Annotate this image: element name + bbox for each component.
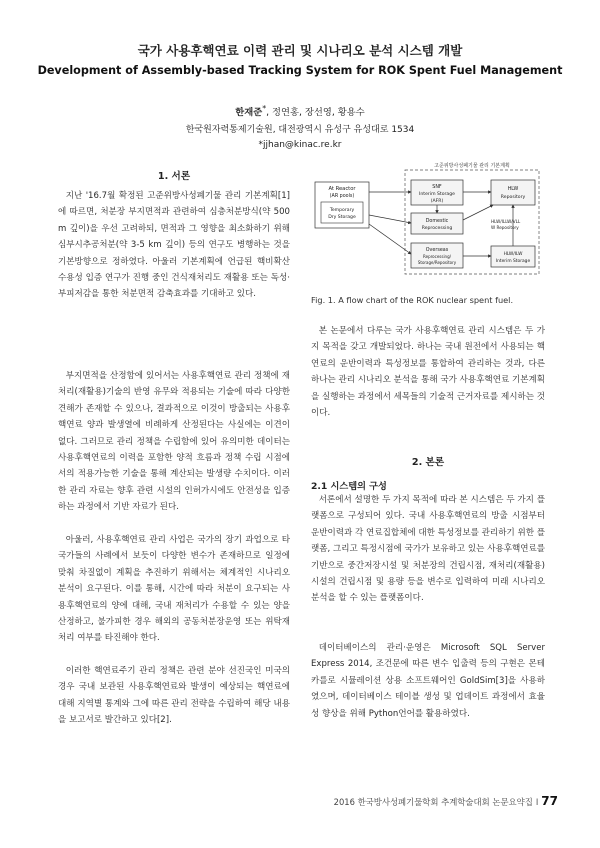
hlw-interim-label-2: Interim Storage [495,259,531,264]
reprocessing-label: Reprocessing [421,226,453,231]
main-paragraph-2: 데이터베이스의 관리·운영은 Microsoft SQL Server Express 2014, 조건문에 따른 변수 입출력 등의 구현은 몬테카를로 시뮬레이션 상용 소프트웨어인 GoldSim[3]을 사용하였으며, 데이터베이스 테이블 생성 및 업데이트 과정에서 효율성 향상을 위해 Python언어를 활용하였다. [311,643,545,719]
hlw-repository-box [491,180,535,205]
right-intro-paragraph: 본 논문에서 다루는 국가 사용후핵연료 관리 시스템은 두 가지 목적을 갖고 개발되었다. 하나는 국내 원전에서 사용되는 핵연료의 운반이력과 특성정보를 통합하여 관리하는 것과, 다른 하나는 관리 시나리오 분석을 통해 국가 사용후핵연료 기본계획을 실행하는 과정에서 세목들의 기술적 근거자료를 제시하는 것이다. [311,326,545,419]
paper-title-korean: 국가 사용후핵연료 이력 관리 및 시나리오 분석 시스템 개발 [137,43,463,58]
domestic-label: Domestic [425,219,449,224]
co-authors: , 정연홍, 장선영, 황용수 [266,107,365,119]
hlw-interim-label-1: HLW/ILW [503,252,523,257]
plan-label: 고준위방사성폐기물 관리 기본계획 [434,163,510,169]
corresponding-mark: * [262,104,267,113]
author-email: *jjhan@kinac.re.kr [258,140,342,150]
overseas-sub-label-1: Reprocessing/ [423,254,451,259]
interim-storage-label: Interim Storage [419,192,455,197]
flowchart-figure [311,160,543,280]
affiliation: 한국원자력통제기술원, 대전광역시 유성구 유성대로 1534 [185,125,415,135]
proceedings-title: 2016 한국방사성폐기물학회 추계학술대회 논문요약집 [333,797,533,807]
page-footer [334,794,558,808]
intro-paragraph-4: 이러한 핵연료주기 관리 정책은 관련 분야 선진국인 미국의 경우 국내 보관된 사용후핵연료와 발생이 예상되는 핵연료에 대해 지역별 통계와 그에 따른 관리 전략을 수립하여 해당 내용을 보고서로 발간하고 있다[2]. [58,666,290,726]
section-heading-main: 2. 본론 [411,457,445,468]
subsection-heading: 2.1 시스템의 구성 [311,481,387,492]
hlw-side-label-2: W Repository [491,225,519,230]
page-number: 77 [541,794,558,808]
figure-caption: Fig. 1. A flow chart of the ROK nuclear spent fuel. [311,295,514,305]
overseas-sub-label-2: Storage/Repository [417,260,457,265]
arrow-domestic-to-hlw [463,205,493,220]
overseas-label: Overseas [425,248,449,253]
repository-label: Repository [500,195,526,200]
at-reactor-label: At Reactor [328,186,356,192]
dry-storage-label: Dry Storage [328,215,356,220]
snf-label: SNF [432,185,442,190]
hlw-label: HLW [507,187,519,192]
ar-pools-label: (AR pools) [329,194,355,199]
intro-paragraph-3: 아울러, 사용후핵연료 관리 사업은 국가의 장기 과업으로 타 국가들의 사례에서 보듯이 다양한 변수가 존재하므로 일정에 맞춰 차질없이 계획을 추진하기 위해서는 체계적인 시나리오 분석이 요구된다. 이를 통해, 시간에 따라 처분이 요구되는 사용후핵연료의 양에 대해, 국내 재처리가 수용할 수 있는 양을 산정하고, 불가피한 경우 해외의 공동처분장운영 또는 위탁재처리 여부를 타진해야 한다. [58,535,290,644]
lead-author: 한재준 [235,107,263,119]
intro-paragraph-2: 부지면적을 산정함에 있어서는 사용후핵연료 관리 정책에 재처리(재활용)기술의 반영 유무와 적용되는 기술에 따라 다양한 견해가 존재할 수 있으나, 결과적으로 이것이 방출되는 사용후핵연료 양과 발생열에 비례하게 산정된다는 사실에는 이견이 없다. 그러므로 관리 정책을 수립함에 있어 유의미한 데이터는 사용후핵연료의 이력을 포함한 양적 흐름과 정책 수립 시점에서의 적용가능한 기술을 통해 계산되는 발생량 수치이다. 이러한 관리 자료는 향후 관련 시설의 인허가시에도 안전성을 입증하는 과정에서 기반 자료가 된다. [58,371,290,513]
afr-label: (AFR) [430,199,444,204]
section-heading-introduction: 1. 서론 [157,171,191,182]
hlw-side-label-1: HLW/ILLW/VLL [491,219,521,224]
footer-separator: I [535,797,539,807]
paper-title-english: Development of Assembly-based Tracking System for ROK Spent Fuel Management [37,64,563,77]
author-list [0,104,600,118]
intro-paragraph-1: 지난 '16.7월 확정된 고준위방사성폐기물 관리 기본계획[1]에 따르면, 처분장 부지면적과 관련하여 심층처분방식(약 500 m 깊이)을 우선 고려하되, 면적과 그 영향을 최소화하기 위해 심부시추공처분(약 3-5 km 깊이) 등의 연구도 병행하는 것을 기본방향으로 정하였다. 아울러 기본계획에 언급된 핵비확산 수용성 입증 연구가 진행 중인 건식재처리도 재활용 또는 독성·부피저감을 통한 처분면적 감축효과를 기대하고 있다. [58,191,290,300]
main-paragraph-1: 서론에서 설명한 두 가지 목적에 따라 본 시스템은 두 가지 플랫폼으로 구성되어 있다. 국내 사용후핵연료의 방출 시점부터 운반이력과 각 연료집합체에 대한 특성정보를 관리하기 위한 플랫폼, 그리고 특정시점에 국가가 보유하고 있는 사용후핵연료를 기반으로 중간저장시설 및 처분장의 건립시점, 재처리(재활용)시설의 건립시점 및 용량 등을 변수로 입력하여 미래 시나리오 분석을 할 수 있는 플랫폼이다. [311,495,545,604]
temporary-label: Temporary [329,208,355,213]
